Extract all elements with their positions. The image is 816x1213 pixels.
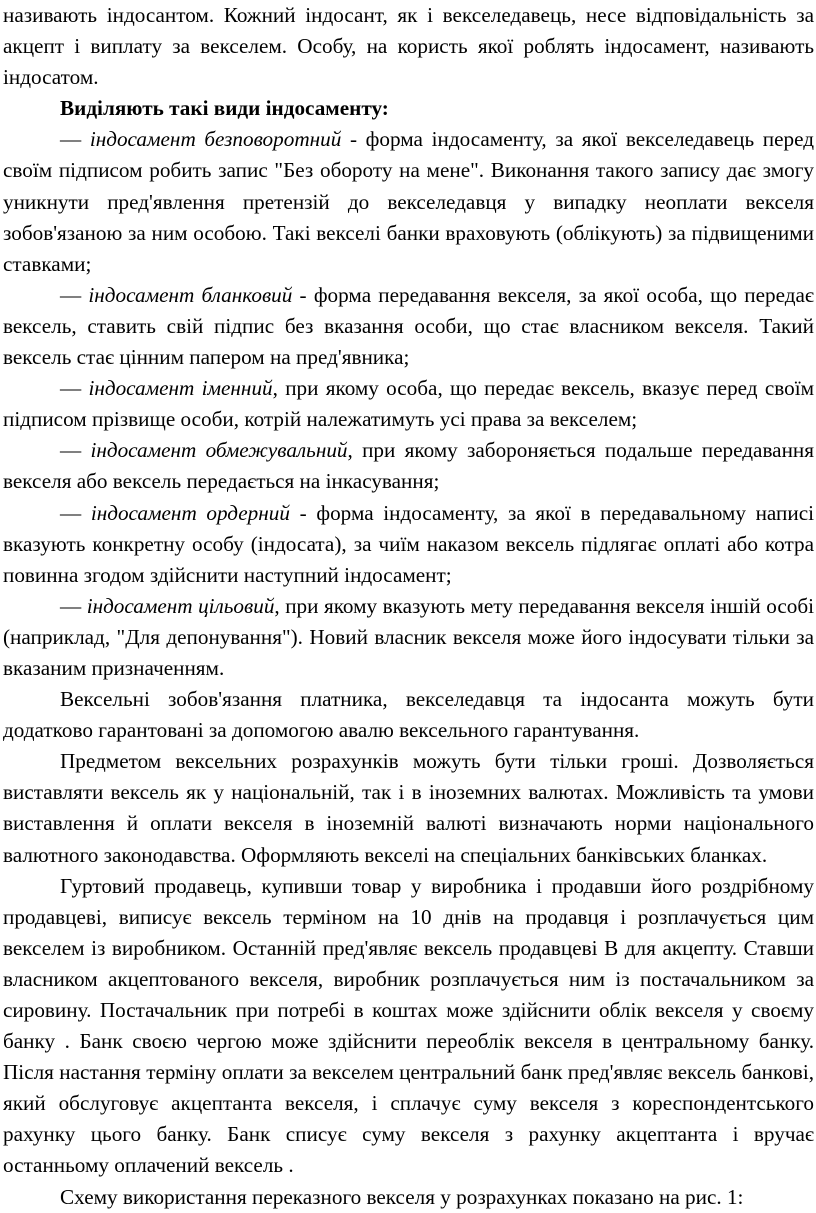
list-dash: —	[60, 376, 82, 401]
definition-text: , при якому особа, що передає вексель, вказує перед своїм підписом прізвище особи, котрій належатимуть усі права за векселем;	[3, 376, 814, 432]
section-heading-endorsement-types: Виділяють такі види індосаменту:	[60, 96, 389, 121]
term-blank: індосамент бланковий	[88, 282, 293, 307]
list-item-endorsement-targeted	[3, 591, 814, 684]
list-item-endorsement-named	[3, 373, 814, 435]
definition-text: , при якому забороняється подальше передавання векселя або вексель передається на інкасування;	[3, 438, 814, 494]
term-targeted: індосамент цільовий	[86, 593, 275, 618]
paragraph-scheme: Схему використання переказного векселя у розрахунках показано на рис. 1:	[60, 1184, 744, 1209]
paragraph-guarantee: Вексельні зобов'язання платника, векселедавця та індосанта можуть бути додатково гарантовані за допомогою авалю вексельного гарантування.	[3, 687, 814, 743]
definition-text: , при якому вказують мету передавання векселя іншій особі (наприклад, "Для депонування"). Новий власник векселя може його індосувати тільки за вказаним призначенням.	[3, 593, 814, 680]
paragraph-endorser-definition: називають індосантом. Кожний індосант, як і векселедавець, несе відповідальність за акцепт і виплату за векселем. Особу, на користь якої роблять індосамент, називають індосатом.	[3, 3, 814, 90]
term-restrictive: індосамент обмежувальний	[90, 438, 348, 463]
term-named: індосамент іменний	[88, 376, 273, 401]
paragraph-example: Гуртовий продавець, купивши товар у виробника і продавши його роздрібному продавцеві, виписує вексель терміном на 10 днів на продавця і розплачується цим векселем із виробником. Останній пред'являє вексель продавцеві В для акцепту. Ставши власником акцептованого векселя, виробник розплачується ним із постачальником за сировину. Постачальник при потребі в коштах може здійснити облік векселя у своєму банку . Банк своєю чергою може здійснити переоблік векселя в центральному банку. Після настання терміну оплати за векселем центральний банк пред'являє вексель банкові, який обслуговує акцептанта векселя, і сплачує суму векселя з кореспондентського рахунку цього банку. Банк списує суму векселя з рахунку акцептанта і вручає останньому оплачений вексель .	[3, 873, 814, 1178]
list-dash: —	[60, 282, 82, 307]
paragraph-subject: Предметом вексельних розрахунків можуть бути тільки гроші. Дозволяється виставляти вексель як у національній, так і в іноземних валютах. Можливість та умови виставлення й оплати векселя в іноземній валюті визначають норми національного валютного законодавства. Оформляють векселі на спеціальних банківських бланках.	[3, 749, 814, 867]
list-item-endorsement-restrictive	[3, 435, 814, 497]
list-dash: —	[60, 593, 82, 618]
definition-text: - форма індосаменту, за якої векселедавець перед своїм підписом робить запис "Без обороту на мене". Виконання такого запису дає змогу уникнути пред'явлення претензій до векселедавця у випадку неоплати векселя зобов'язаною за ним особою. Такі векселі банки враховують (облікують) за підвищеними ставками;	[3, 127, 815, 276]
list-dash: —	[60, 127, 82, 152]
term-order: індосамент ордерний	[90, 500, 290, 525]
list-dash: —	[60, 500, 82, 525]
list-dash: —	[60, 438, 82, 463]
list-item-endorsement-irrevocable	[3, 124, 814, 279]
definition-text: - форма індосаменту, за якої в передавальному написі вказують конкретну особу (індосата), за чиїм наказом вексель підлягає оплаті або котра повинна згодом здійснити наступний індосамент;	[3, 500, 814, 587]
definition-text: - форма передавання векселя, за якої особа, що передає вексель, ставить свій підпис без вказання особи, що стає власником векселя. Такий вексель стає цінним папером на пред'явника;	[3, 282, 814, 370]
list-item-endorsement-order	[3, 498, 814, 591]
list-item-endorsement-blank	[3, 280, 814, 373]
term-irrevocable: індосамент безповоротний	[89, 127, 342, 152]
